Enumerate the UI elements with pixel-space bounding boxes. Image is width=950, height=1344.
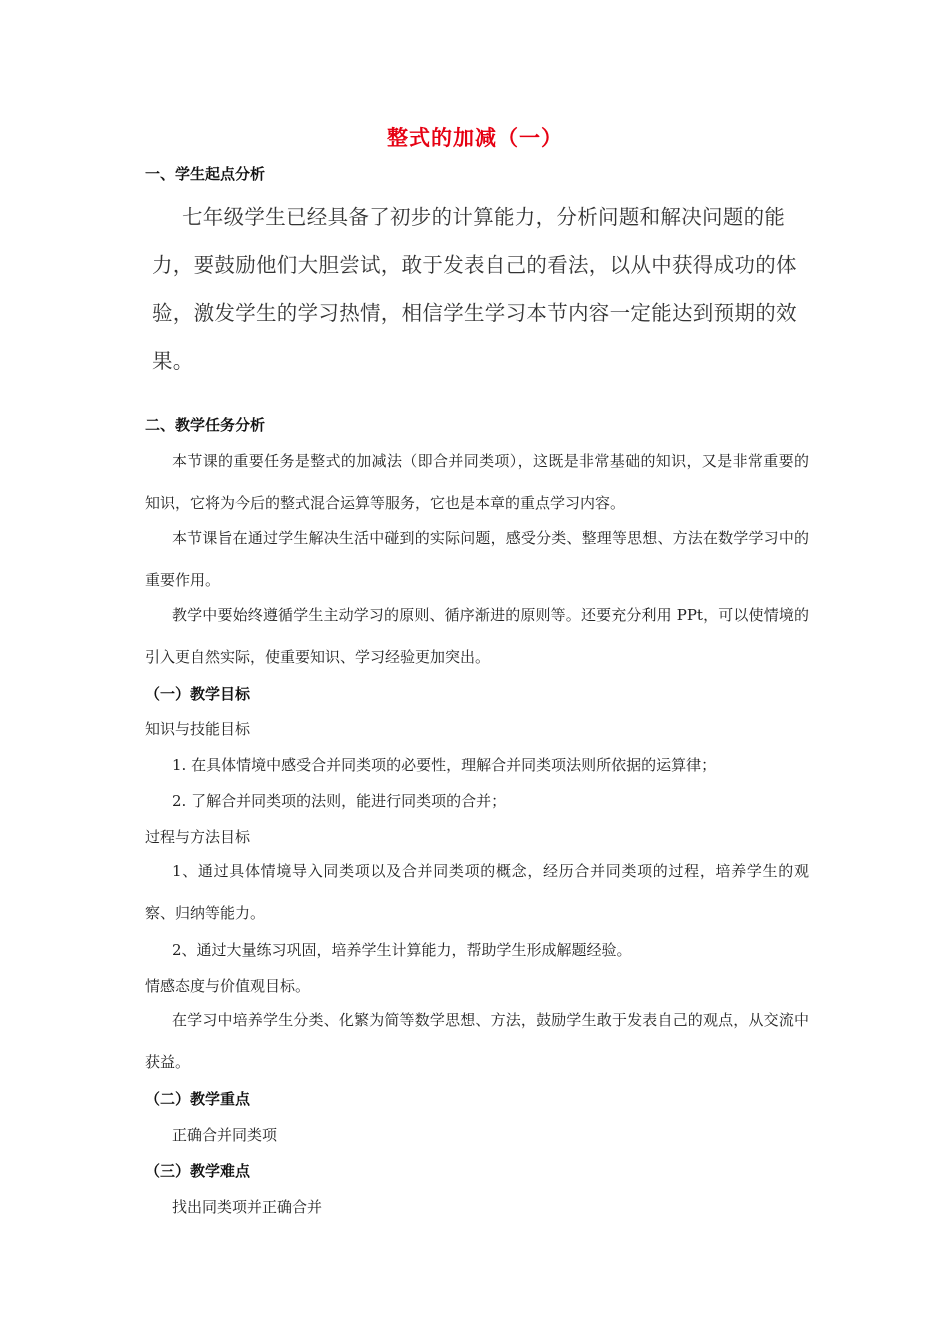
student-analysis-paragraph (152, 193, 812, 385)
knowledge-goal-title: 知识与技能目标 (145, 720, 251, 738)
subsection-heading-goals: （一）教学目标 (145, 685, 251, 703)
process-goal-2: 2、通过大量练习巩固，培养学生计算能力，帮助学生形成解题经验。 (172, 941, 632, 959)
section-heading-student-analysis: 一、学生起点分析 (145, 165, 266, 183)
knowledge-goal-2: 2. 了解合并同类项的法则，能进行同类项的合并； (172, 792, 507, 810)
task-paragraph-1: 本节课的重要任务是整式的加减法（即合并同类项），这既是非常基础的知识，又是非常重要的知识，它将为今后的整式混合运算等服务，它也是本章的重点学习内容。 (145, 452, 809, 512)
task-paragraph-2: 本节课旨在通过学生解决生活中碰到的实际问题，感受分类、整理等思想、方法在数学学习中的重要作用。 (145, 529, 809, 589)
section-heading-task-analysis: 二、教学任务分析 (145, 416, 266, 434)
subsection-heading-difficulty: （三）教学难点 (145, 1162, 251, 1180)
emotion-goal-1: 在学习中培养学生分类、化繁为简等数学思想、方法，鼓励学生敢于发表自己的观点，从交流中获益。 (145, 1011, 809, 1071)
task-paragraph-3: 教学中要始终遵循学生主动学习的原则、循序渐进的原则等。还要充分利用 PPt，可以使情境的引入更自然实际，使重要知识、学习经验更加突出。 (145, 606, 809, 666)
page-title: 整式的加减（一） (387, 126, 563, 150)
difficulty-text: 找出同类项并正确合并 (172, 1198, 323, 1216)
subsection-heading-key-point: （二）教学重点 (145, 1090, 251, 1108)
emotion-goal-title: 情感态度与价值观目标。 (145, 977, 311, 995)
knowledge-goal-1: 1. 在具体情境中感受合并同类项的必要性，理解合并同类项法则所依据的运算律； (172, 756, 717, 774)
key-point-text: 正确合并同类项 (172, 1126, 278, 1144)
student-analysis-text: 七年级学生已经具备了初步的计算能力，分析问题和解决问题的能力，要鼓励他们大胆尝试，敢于发表自己的看法，以从中获得成功的体验，激发学生的学习热情，相信学生学习本节内容一定能达到预期的效果。 (152, 205, 797, 373)
process-goal-1: 1、通过具体情境导入同类项以及合并同类项的概念，经历合并同类项的过程，培养学生的观察、归纳等能力。 (145, 862, 809, 922)
process-goal-title: 过程与方法目标 (145, 828, 251, 846)
